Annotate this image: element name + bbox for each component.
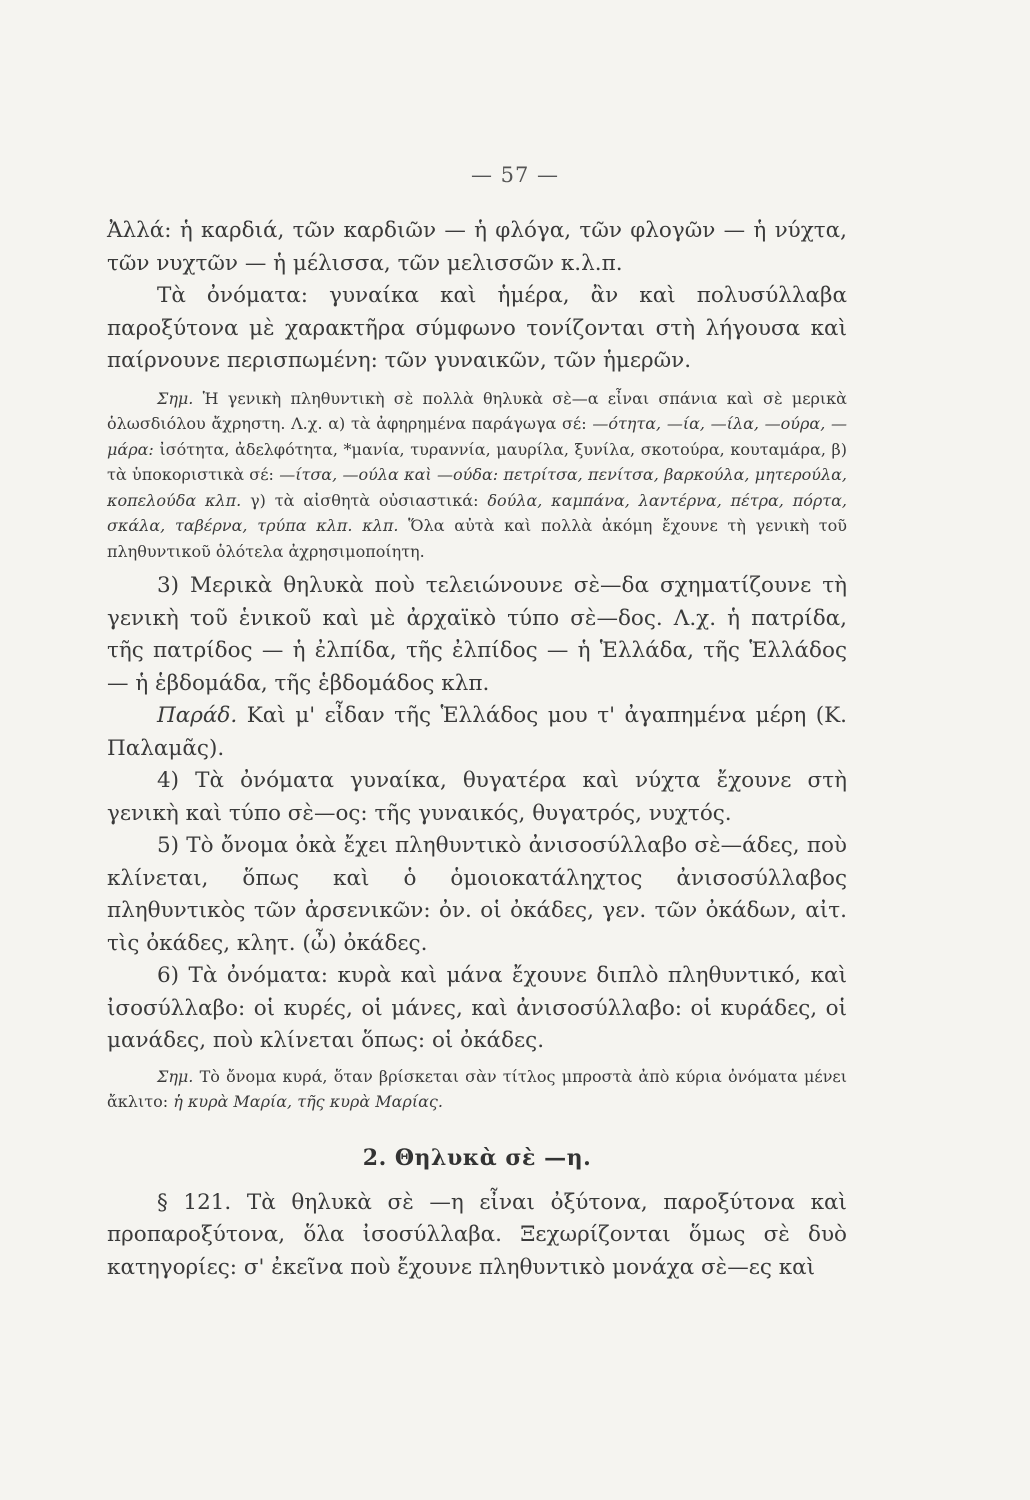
note-text-d: Ὅλα αὐτὰ καὶ πολλὰ ἀκόμη ἔχουνε τὴ γενικὴ τοῦ πληθυντικοῦ ὁλότελα ἀχρησιμοποίητη.	[107, 516, 847, 561]
paragraph-5: 5) Τὸ ὄνομα ὀκὰ ἔχει πληθυντικὸ ἀνισοσύλλαβο σὲ—άδες, ποὺ κλίνεται, ὅπως καὶ ὁ ὁμοιοκατάληχτος ἀνισοσύλλαβος πληθυντικὸς τῶν ἀρσενικῶν: ὀν. οἱ ὀκάδες, γεν. τῶν ὀκάδων, αἰτ. τὶς ὀκάδες, κλητ. (ὦ) ὀκάδες.	[107, 833, 847, 956]
paragraph-alla: Ἀλλά: ἡ καρδιά, τῶν καρδιῶν — ἡ φλόγα, τῶν φλογῶν — ἡ νύχτα, τῶν νυχτῶν — ἡ μέλισσα, τῶν μελισσῶν κ.λ.π.	[107, 218, 847, 276]
note-text-a: Ἡ γενικὴ πληθυντικὴ σὲ πολλὰ θηλυκὰ σὲ—α εἶναι σπάνια καὶ σὲ μερικὰ ὁλωσδιόλου ἄχρηστη. Λ.χ. α) τὰ ἀφηρημένα παράγωγα σέ:	[107, 388, 847, 433]
page-content	[107, 215, 847, 1284]
note-endings-b: —ίτσα, —ούλα καὶ —ούδα: πετρίτσα, πενίτσα, βαρκούλα, μητερούλα, κοπελούδα κλπ.	[107, 465, 848, 510]
paragraph-4: 4) Τὰ ὀνόματα γυναίκα, θυγατέρα καὶ νύχτα ἔχουνε στὴ γενικὴ καὶ τύπο σὲ—ος: τῆς γυναικός, θυγατρός, νυχτός.	[107, 768, 847, 826]
parad-label: Παράδ.	[157, 703, 238, 728]
parad-text: Καὶ μ' εἶδαν τῆς Ἑλλάδος μου τ' ἀγαπημένα μέρη (Κ. Παλαμᾶς).	[107, 703, 847, 761]
note-genitive-plural	[107, 386, 847, 565]
note2-label: Σημ.	[157, 1066, 194, 1086]
note2-text: Τὸ ὄνομα κυρά, ὅταν βρίσκεται σὰν τίτλος μπροστὰ ἀπὸ κύρια ὀνόματα μένει ἄκλιτο:	[107, 1066, 847, 1111]
note-text-b: ἰσότητα, ἀδελφότητα, *μανία, τυραννία, μαυρίλα, ξυνίλα, σκοτούρα, κουταμάρα, β) τὰ ὑποκοριστικὰ σέ:	[107, 439, 848, 484]
section-heading: 2. Θηλυκὰ σὲ —η.	[362, 1144, 592, 1171]
note-text-c: γ) τὰ αἰσθητὰ οὐσιαστικά:	[250, 490, 479, 510]
paragraph-121: § 121. Τὰ θηλυκὰ σὲ —η εἶναι ὀξύτονα, παροξύτονα καὶ προπαροξύτονα, ὅλα ἰσοσύλλαβα. Ξεχωρίζονται ὅμως σὲ δυὸ κατηγορίες: σ' ἐκεῖνα ποὺ ἔχουνε πληθυντικὸ μονάχα σὲ—ες καὶ	[107, 1189, 847, 1280]
page-number: — 57 —	[470, 163, 560, 187]
note-label: Σημ.	[157, 388, 194, 408]
paragraph-3: 3) Μερικὰ θηλυκὰ ποὺ τελειώνουνε σὲ—δα σχηματίζουνε τὴ γενικὴ τοῦ ἑνικοῦ καὶ μὲ ἀρχαϊκὸ τύπο σὲ—δος. Λ.χ. ἡ πατρίδα, τῆς πατρίδος — ἡ ἐλπίδα, τῆς ἐλπίδος — ἡ Ἑλλάδα, τῆς Ἑλλάδος — ἡ ἑβδομάδα, τῆς ἑβδομάδος κλπ.	[107, 573, 847, 696]
note-kyra	[107, 1064, 847, 1115]
note2-examples: ἡ κυρὰ Μαρία, τῆς κυρὰ Μαρίας.	[173, 1092, 443, 1111]
note-examples-c: δούλα, καμπάνα, λαντέρνα, πέτρα, πόρτα, σκάλα, ταβέρνα, τρύπα κλπ. κλπ.	[107, 490, 848, 535]
note-endings-a: —ότητα, —ία, —ίλα, —ούρα, —μάρα:	[107, 414, 848, 459]
paragraph-parad	[107, 700, 847, 765]
paragraph-6: 6) Τὰ ὀνόματα: κυρὰ καὶ μάνα ἔχουνε διπλὸ πληθυντικό, καὶ ἰσοσύλλαβο: οἱ κυρές, οἱ μάνες, καὶ ἀνισοσύλλαβο: οἱ κυράδες, οἱ μανάδες, ποὺ κλίνεται ὅπως: οἱ ὀκάδες.	[107, 963, 847, 1053]
paragraph-onomata: Τὰ ὀνόματα: γυναίκα καὶ ἡμέρα, ἂν καὶ πολυσύλλαβα παροξύτονα μὲ χαρακτῆρα σύμφωνο τονίζονται στὴ λήγουσα καὶ παίρνουνε περισπωμένη: τῶν γυναικῶν, τῶν ἡμερῶν.	[107, 283, 847, 373]
